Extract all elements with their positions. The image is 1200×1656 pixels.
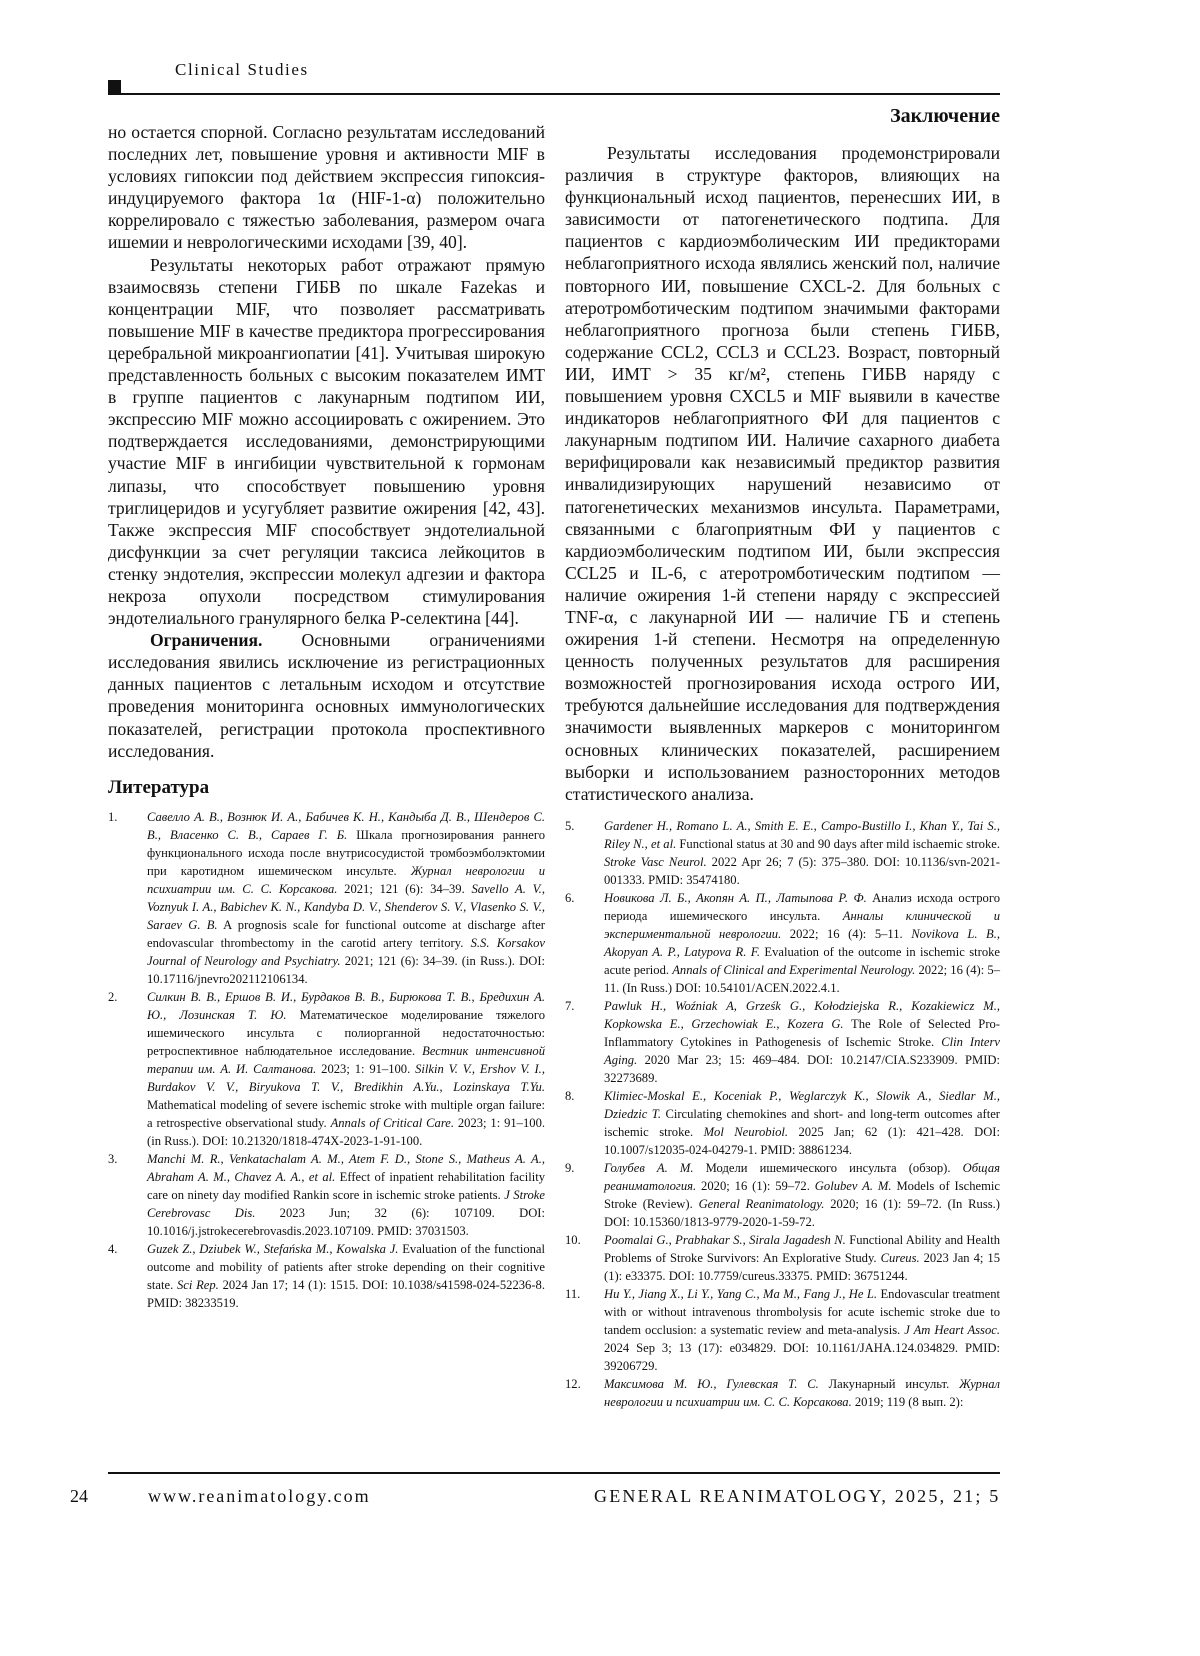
reference-segment: 2021; 121 (6): 34–39.	[337, 882, 471, 896]
reference-text	[604, 889, 1000, 997]
reference-italic-segment: Журнал неврологии и психиатрии им. С. С. Корсакова.	[147, 864, 545, 896]
journal-citation: GENERAL REANIMATOLOGY, 2025, 21; 5	[594, 1485, 1000, 1507]
reference-italic-segment: Максимова М. Ю., Гулевская Т. С.	[604, 1377, 819, 1391]
reference-italic-segment: J Am Heart Assoc.	[904, 1323, 1000, 1337]
limitations-text: Основными ограничениями исследования явились исключение из регистрационных данных пациентов с летальным исходом и отсутствие проведения мониторинга основных иммунологических показателей, регистрации протокола проспективного исследования.	[108, 630, 545, 760]
reference-text	[604, 817, 1000, 889]
reference-item	[565, 1159, 1000, 1231]
reference-item	[565, 1231, 1000, 1285]
reference-segment: 2023 Jun; 32 (6): 107109. DOI: 10.1016/j.jstrokecerebrovasdis.2023.107109. PMID: 37031503.	[147, 1206, 545, 1238]
reference-text	[604, 1159, 1000, 1231]
reference-italic-segment: Silkin V. V., Ershov V. I., Burdakov V. V., Biryukova T. V., Bredikhin A.Yu., Lozinskaya T.Yu.	[147, 1062, 545, 1094]
reference-italic-segment: Sci Rep.	[177, 1278, 219, 1292]
reference-italic-segment: Анналы клинической и экспериментальной неврологии.	[604, 909, 1000, 941]
limitations-lead: Ограничения.	[150, 630, 262, 650]
reference-italic-segment: Clin Interv Aging.	[604, 1035, 1000, 1067]
reference-text	[604, 1285, 1000, 1375]
website-link[interactable]: www.reanimatology.com	[148, 1485, 371, 1507]
reference-text	[604, 1375, 1000, 1411]
reference-segment: Evaluation of the functional outcome and mobility of patients after stroke depending on their cognitive state.	[147, 1242, 545, 1292]
reference-italic-segment: Savello A. V., Voznyuk I. A., Babichev K. N., Kandyba D. V., Shenderov S. V., Vlasenko S. V., Saraev G. B.	[147, 882, 545, 932]
reference-text	[147, 988, 545, 1150]
header-rule	[108, 93, 1000, 95]
reference-text	[604, 1231, 1000, 1285]
header-marker	[108, 80, 121, 93]
reference-segment: The Role of Selected Pro-Inflammatory Cytokines in Pathogenesis of Ischemic Stroke.	[604, 1017, 1000, 1049]
reference-number: 8.	[565, 1087, 604, 1159]
paragraph: но остается спорной. Согласно результатам исследований последних лет, повышение уровня и активности MIF в условиях гипоксии под действием экспрессия гипоксия-индуцируемого фактора 1α (HIF-1-α) положительно коррелировало с тяжестью заболевания, размером очага ишемии и неврологическими исходами [39, 40].	[108, 121, 545, 254]
reference-number: 1.	[108, 808, 147, 988]
reference-segment: Модели ишемического инсульта (обзор).	[694, 1161, 963, 1175]
left-text-block	[108, 121, 545, 762]
reference-italic-segment: Golubev A. M.	[815, 1179, 892, 1193]
reference-text	[147, 1240, 545, 1312]
reference-segment: 2020; 16 (1): 59–72.	[696, 1179, 815, 1193]
reference-segment: Models of Ischemic Stroke (Review).	[604, 1179, 1000, 1211]
reference-italic-segment: S.S. Korsakov Journal of Neurology and Psychiatry.	[147, 936, 545, 968]
reference-text	[604, 1087, 1000, 1159]
reference-segment: 2022; 16 (4): 5–11. (In Russ.) DOI: 10.54101/ACEN.2022.4.1.	[604, 963, 1000, 995]
reference-segment: Functional Ability and Health Problems of Stroke Survivors: An Explorative Study.	[604, 1233, 1000, 1265]
reference-text	[147, 808, 545, 988]
reference-number: 6.	[565, 889, 604, 997]
reference-segment: 2025 Jan; 62 (1): 421–428. DOI: 10.1007/s12035-024-04279-1. PMID: 38861234.	[604, 1125, 1000, 1157]
reference-item	[565, 817, 1000, 889]
right-column	[565, 104, 1000, 1411]
reference-segment: 2023 Jan 4; 15 (1): e33375. DOI: 10.7759/cureus.33375. PMID: 36751244.	[604, 1251, 1000, 1283]
reference-italic-segment: Stroke Vasc Neurol.	[604, 855, 707, 869]
reference-segment: 2021; 121 (6): 34–39. (in Russ.). DOI: 10.17116/jnevro202112106134.	[147, 954, 545, 986]
reference-italic-segment: Савелло А. В., Вознюк И. А., Бабичев К. Н., Кандыба Д. В., Шендеров С. В., Власенко С. В., Сараев Г. Б.	[147, 810, 545, 842]
reference-segment: Шкала прогнозирования раннего функционального исхода после внутрисосудистой тромбоэмболэктомии при каротидном ишемическом инсульте.	[147, 828, 545, 878]
reference-segment: Mathematical modeling of severe ischemic stroke with multiple organ failure: a retrospective observational study.	[147, 1098, 545, 1130]
reference-number: 7.	[565, 997, 604, 1087]
reference-italic-segment: J Stroke Cerebrovasc Dis.	[147, 1188, 545, 1220]
reference-italic-segment: Klimiec-Moskal E., Koceniak P., Weglarczyk K., Slowik A., Siedlar M., Dziedzic T.	[604, 1089, 1000, 1121]
paragraph-limitations	[108, 629, 545, 762]
reference-segment: Effect of inpatient rehabilitation facility care on ninety day modified Rankin score in ischemic stroke patients.	[147, 1170, 545, 1202]
reference-item	[565, 1087, 1000, 1159]
footer-rule	[108, 1472, 1000, 1474]
reference-italic-segment: Журнал неврологии и психиатрии им. С. С. Корсакова.	[604, 1377, 1000, 1409]
reference-italic-segment: Общая реаниматология.	[604, 1161, 1000, 1193]
reference-text	[147, 1150, 545, 1240]
reference-segment: 2019; 119 (8 вып. 2):	[852, 1395, 964, 1409]
reference-segment: 2022; 16 (4): 5–11.	[781, 927, 911, 941]
reference-text	[604, 997, 1000, 1087]
reference-italic-segment: Новикова Л. Б., Акопян А. П., Латыпова Р. Ф.	[604, 891, 867, 905]
reference-segment: Functional status at 30 and 90 days after mild ischaemic stroke.	[676, 837, 1000, 851]
reference-item	[108, 988, 545, 1150]
reference-italic-segment: Gardener H., Romano L. A., Smith E. E., Campo-Bustillo I., Khan Y., Tai S., Riley N., et al.	[604, 819, 1000, 851]
reference-segment: A prognosis scale for functional outcome at discharge after endovascular thrombectomy in the carotid artery territory.	[147, 918, 545, 950]
reference-segment: 2024 Sep 3; 13 (17): e034829. DOI: 10.1161/JAHA.124.034829. PMID: 39206729.	[604, 1341, 1000, 1373]
references-list-right	[565, 817, 1000, 1411]
reference-italic-segment: Poomalai G., Prabhakar S., Sirala Jagadesh N.	[604, 1233, 846, 1247]
reference-segment: 2024 Jan 17; 14 (1): 1515. DOI: 10.1038/s41598-024-52236-8. PMID: 38233519.	[147, 1278, 545, 1310]
reference-italic-segment: Manchi M. R., Venkatachalam A. M., Atem F. D., Stone S., Matheus A. A., Abraham A. M., Chavez A. A., et al.	[147, 1152, 545, 1184]
reference-item	[565, 889, 1000, 997]
references-heading: Литература	[108, 776, 545, 800]
conclusion-heading: Заключение	[565, 104, 1000, 128]
left-column	[108, 121, 545, 1312]
reference-number: 10.	[565, 1231, 604, 1285]
paragraph: Результаты исследования продемонстрировали различия в структуре факторов, влияющих на функциональный исход пациентов, перенесших ИИ, в зависимости от патогенетического подтипа. Для пациентов с кардиоэмболическим ИИ предикторами неблагоприятного исхода являлись женский пол, наличие повторного ИИ, повышение CXCL-2. Для больных с атеротромботическим подтипом значимыми факторами неблагоприятного прогноза были степень ГИБВ, содержание CCL2, CCL3 и CCL23. Возраст, повторный ИИ, ИМТ > 35 кг/м², степень ГИБВ наряду с повышением уровня CXCL5 и MIF выявили в качестве индикаторов неблагоприятного ФИ для пациентов с лакунарным подтипом ИИ. Наличие сахарного диабета верифицировали как независимый предиктор развития инвалидизирующих нарушений независимо от патогенетических механизмов инсульта. Параметрами, связанными с благоприятным ФИ у пациентов с кардиоэмболическим подтипом ИИ, были экспрессия CCL25 и IL-6, с атеротромботическим подтипом — наличие ожирения 1-й степени наряду с экспрессией TNF-α, с лакунарной ИИ — наличие ГБ и степень ожирения 1-й степени. Несмотря на определенную ценность полученных результатов для расширения возможностей прогнозирования исхода острого ИИ, требуются дальнейшие исследования для подтверждения значимости выявленных маркеров с мониторингом основных клинических показателей, расширением выборки и использованием разносторонних методов статистического анализа.	[565, 142, 1000, 805]
reference-segment: Evaluation of the outcome in ischemic stroke acute period.	[604, 945, 1000, 977]
reference-segment: 2020; 16 (1): 59–72. (In Russ.) DOI: 10.15360/1813-9779-2020-1-59-72.	[604, 1197, 1000, 1229]
section-title: Clinical Studies	[175, 60, 309, 80]
reference-number: 5.	[565, 817, 604, 889]
reference-item	[565, 997, 1000, 1087]
reference-segment: Математическое моделирование тяжелого ишемического инсульта с полиорганной недостаточностью: ретроспективное наблюдательное исследование.	[147, 1008, 545, 1058]
reference-italic-segment: Силкин В. В., Ершов В. И., Бурдаков В. В., Бирюкова Т. В., Бредихин А. Ю., Лозинская Т. Ю.	[147, 990, 545, 1022]
reference-italic-segment: Guzek Z., Dziubek W., Stefańska M., Kowalska J.	[147, 1242, 398, 1256]
reference-italic-segment: Annals of Critical Care.	[331, 1116, 454, 1130]
reference-italic-segment: Mol Neurobiol.	[704, 1125, 788, 1139]
reference-number: 3.	[108, 1150, 147, 1240]
reference-segment: Анализ исхода острого периода ишемического инсульта.	[604, 891, 1000, 923]
reference-number: 4.	[108, 1240, 147, 1312]
reference-segment: 2020 Mar 23; 15: 469–484. DOI: 10.2147/CIA.S233909. PMID: 32273689.	[604, 1053, 1000, 1085]
reference-segment: Лакунарный инсульт.	[819, 1377, 959, 1391]
paragraph: Результаты некоторых работ отражают прямую взаимосвязь степени ГИБВ по шкале Fazekas и концентрации MIF, что позволяет рассматривать повышение MIF в качестве предиктора прогрессирования церебральной микроангиопатии [41]. Учитывая широкую представленность больных с высоким показателем ИМТ в группе пациентов с лакунарным подтипом ИИ, экспрессию MIF можно ассоциировать с ожирением. Это подтверждается исследованиями, демонстрирующими участие MIF в ингибиции чувствительной к гормонам липазы, что способствует повышению уровня триглицеридов и усугубляет развитие ожирения [42, 43]. Также экспрессия MIF способствует эндотелиальной дисфункции за счет регуляции таксиса лейкоцитов в стенку эндотелия, экспрессии молекул адгезии и фактора некроза опухоли посредством стимулирования эндотелиального гранулярного белка P-селектина [44].	[108, 254, 545, 630]
reference-italic-segment: Annals of Clinical and Experimental Neurology.	[672, 963, 915, 977]
reference-italic-segment: Cureus.	[881, 1251, 920, 1265]
reference-item	[565, 1285, 1000, 1375]
page-number: 24	[70, 1485, 88, 1507]
reference-number: 12.	[565, 1375, 604, 1411]
reference-segment: 2023; 1: 91–100.	[316, 1062, 415, 1076]
reference-segment: 2023; 1: 91–100. (in Russ.). DOI: 10.21320/1818-474X-2023-1-91-100.	[147, 1116, 545, 1148]
right-text-block	[565, 104, 1000, 805]
reference-segment: Circulating chemokines and short- and long-term outcomes after ischemic stroke.	[604, 1107, 1000, 1139]
reference-item	[108, 1150, 545, 1240]
reference-italic-segment: Hu Y., Jiang X., Li Y., Yang C., Ma M., Fang J., He L.	[604, 1287, 877, 1301]
reference-italic-segment: General Reanimatology.	[699, 1197, 825, 1211]
reference-italic-segment: Вестник интенсивной терапии им. А. И. Салтанова.	[147, 1044, 545, 1076]
reference-item	[565, 1375, 1000, 1411]
reference-italic-segment: Pawluk H., Woźniak A, Grześk G., Kołodziejska R., Kozakiewicz M., Kopkowska E., Grzechowiak E., Kozera G.	[604, 999, 1000, 1031]
reference-number: 9.	[565, 1159, 604, 1231]
reference-italic-segment: Novikova L. B., Akopyan A. P., Latypova R. F.	[604, 927, 1000, 959]
reference-item	[108, 1240, 545, 1312]
references-list-left	[108, 808, 545, 1312]
reference-item	[108, 808, 545, 988]
reference-number: 2.	[108, 988, 147, 1150]
reference-segment: 2022 Apr 26; 7 (5): 375–380. DOI: 10.1136/svn-2021-001333. PMID: 35474180.	[604, 855, 1000, 887]
reference-italic-segment: Голубев А. М.	[604, 1161, 694, 1175]
reference-segment: Endovascular treatment with or without intravenous thrombolysis for acute ischemic stroke due to tandem occlusion: a systematic review and meta-analysis.	[604, 1287, 1000, 1337]
reference-number: 11.	[565, 1285, 604, 1375]
